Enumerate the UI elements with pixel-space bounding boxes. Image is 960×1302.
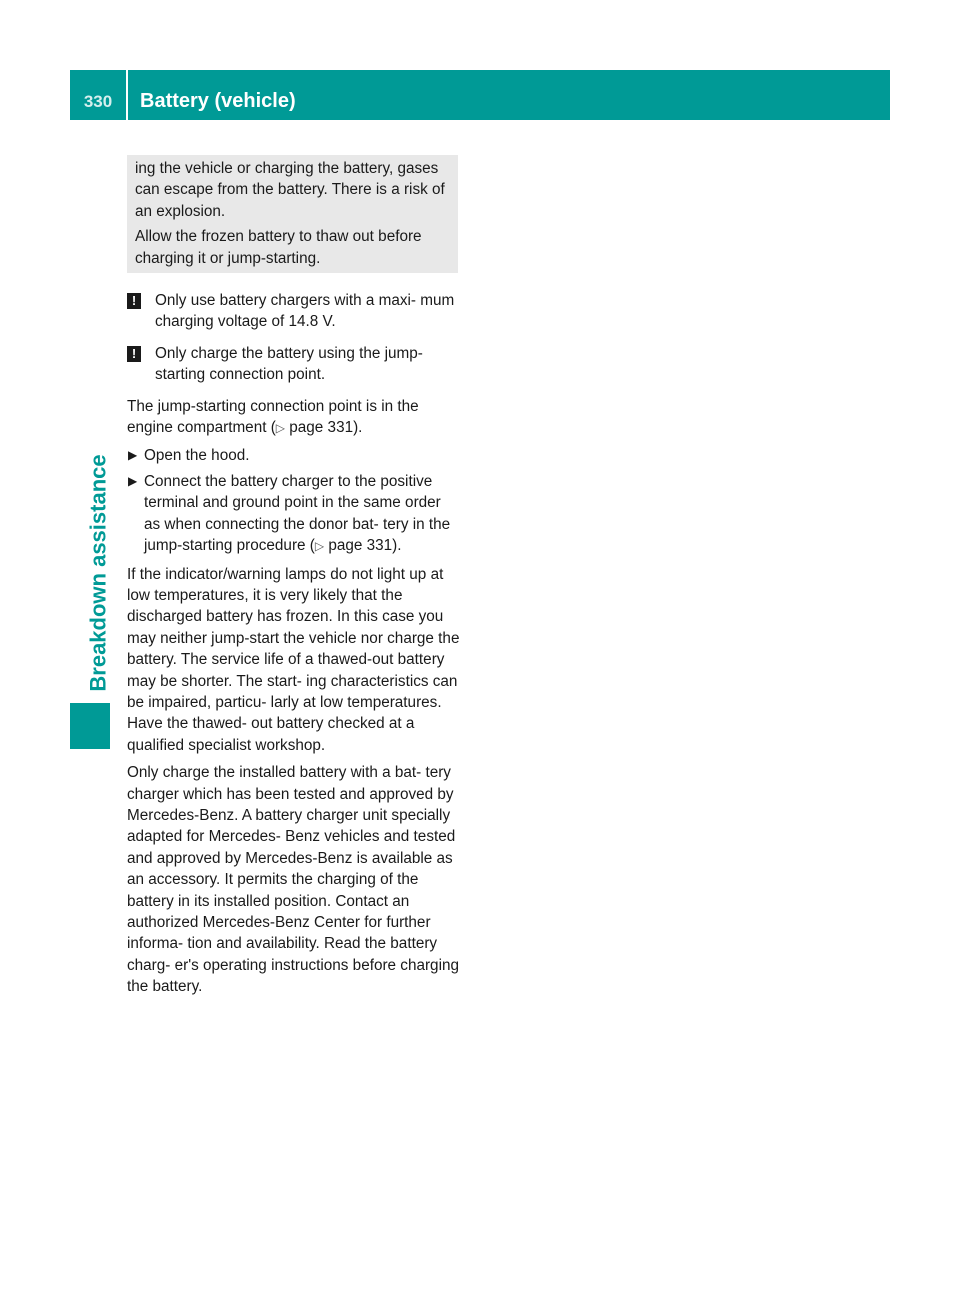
arrow-right-icon: ▶: [128, 448, 138, 463]
intro-text: The jump-starting connection point is in the engine compartment (: [127, 397, 419, 437]
page-number: 330: [83, 92, 113, 111]
intro-paragraph: [127, 396, 460, 440]
warning-box: [127, 155, 458, 273]
side-tab-label: Breakdown assistance: [86, 453, 112, 692]
note-item: [127, 290, 460, 333]
page-reference-icon: ▷: [314, 539, 325, 554]
page-header: [70, 70, 890, 120]
section-title: Battery (vehicle): [140, 90, 296, 112]
exclamation-icon: !: [127, 293, 141, 309]
page-reference-icon: ▷: [275, 421, 286, 436]
step-text: Open the hood.: [144, 447, 250, 465]
step-item: [127, 471, 460, 558]
warning-paragraph: Allow the frozen battery to thaw out before charging it or jump-starting.: [135, 228, 422, 267]
note-text: Only use battery chargers with a maxi- mum charging voltage of 14.8 V.: [155, 292, 455, 331]
step-text: Connect the battery charger to the positive terminal and ground point in the same order as when connecting the donor bat- tery in the jump-starting procedure (: [144, 472, 451, 555]
step-ref-text[interactable]: page 331).: [324, 537, 402, 555]
note-item: [127, 343, 460, 386]
header-divider: [126, 70, 128, 120]
body-paragraph: Only charge the installed battery with a bat- tery charger which has been tested and approved by Mercedes-Benz. A battery charger unit specially adapted for Mercedes- Benz vehicles and tested and approved by Mercedes-Benz is available as an accessory. It permits the charging of the battery in its installed position. Contact an authorized Mercedes-Benz Center for further informa- tion and availability. Read the battery charg- er's operating instructions before charging the battery.: [127, 764, 459, 996]
side-tab-marker: [70, 703, 110, 749]
arrow-right-icon: ▶: [128, 473, 138, 488]
intro-ref-text[interactable]: page 331).: [285, 419, 363, 437]
side-tab: [79, 450, 119, 695]
exclamation-icon: !: [127, 346, 141, 362]
spacer: [127, 273, 460, 290]
main-content: [127, 155, 460, 1004]
body-paragraph: If the indicator/warning lamps do not light up at low temperatures, it is very likely that the discharged battery has frozen. In this case you may neither jump-start the vehicle nor charge the battery. The service life of a thawed-out battery may be shorter. The start- ing characteristics can be impaired, particu- larly at low temperatures. Have the thawed- out battery checked at a qualified specialist workshop.: [127, 565, 460, 754]
warning-paragraph: ing the vehicle or charging the battery, gases can escape from the battery. There is a risk of an explosion.: [135, 160, 445, 220]
step-item: [127, 445, 460, 466]
note-text: Only charge the battery using the jump- starting connection point.: [155, 344, 423, 384]
